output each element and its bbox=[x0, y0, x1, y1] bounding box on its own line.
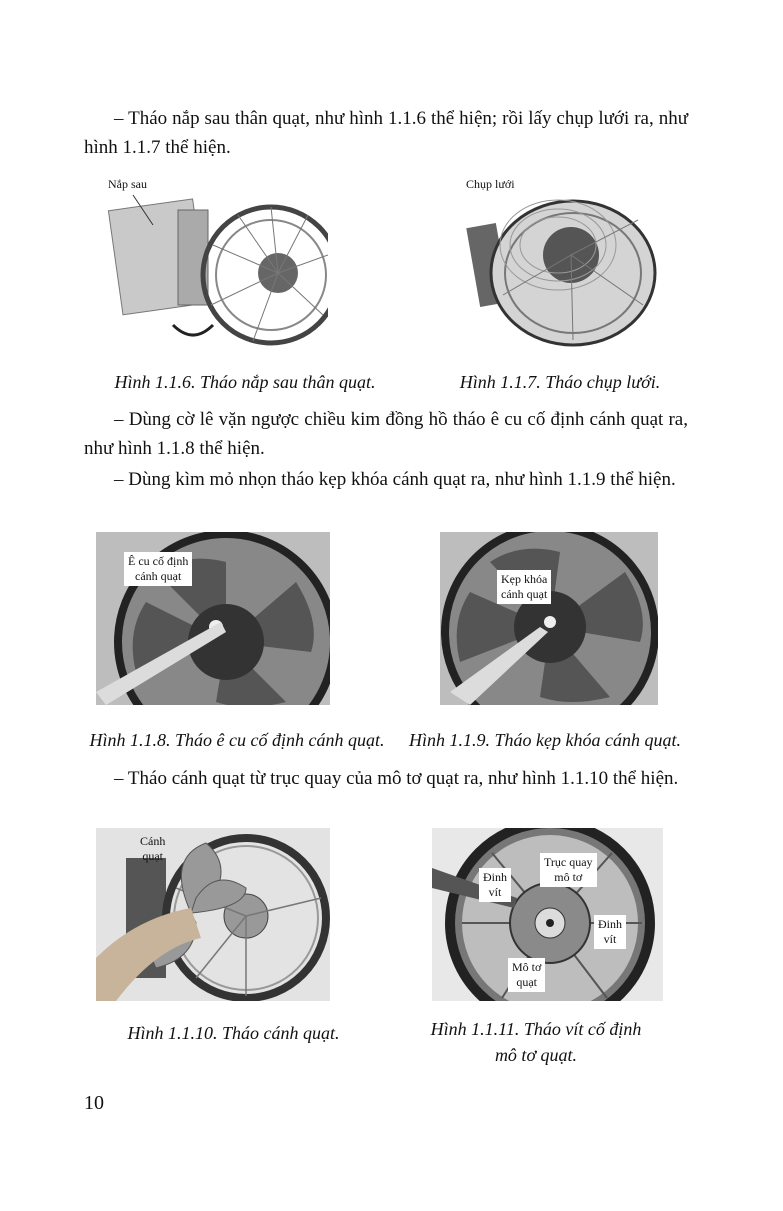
label-motor-shaft-line2: mô tơ bbox=[554, 870, 583, 884]
caption-figure-1-1-7: Hình 1.1.7. Tháo chụp lưới. bbox=[459, 372, 661, 392]
fan-clip-illustration bbox=[440, 532, 658, 705]
caption-figure-1-1-11-line2: mô tơ quạt. bbox=[494, 1045, 578, 1065]
page-number: 10 bbox=[84, 1092, 104, 1114]
figure-1-1-11-image bbox=[432, 828, 663, 1001]
caption-figure-1-1-9: Hình 1.1.9. Tháo kẹp khóa cánh quạt. bbox=[409, 730, 681, 750]
label-fan-blade-line1: Cánh bbox=[140, 834, 166, 848]
label-screw-right-line1: Đinh bbox=[598, 917, 622, 931]
label-screw-left bbox=[479, 868, 511, 902]
label-fan-motor bbox=[508, 958, 545, 992]
label-screw-right bbox=[594, 915, 626, 949]
fan-grille-illustration bbox=[463, 175, 663, 353]
label-motor-shaft bbox=[540, 853, 597, 887]
label-fan-clip-line1: Kẹp khóa bbox=[501, 572, 548, 586]
label-motor-shaft-line1: Trục quay bbox=[544, 855, 593, 869]
label-screw-left-line1: Đinh bbox=[483, 870, 507, 884]
label-back-cover: Nắp sau bbox=[108, 177, 147, 191]
figure-1-1-9-image bbox=[440, 532, 658, 705]
label-fan-clip bbox=[497, 570, 551, 604]
label-screw-right-line2: vít bbox=[603, 932, 617, 946]
label-fan-nut-line2: cánh quạt bbox=[135, 569, 182, 583]
figure-1-1-10-image bbox=[96, 828, 330, 1001]
figure-1-1-6-image bbox=[93, 175, 328, 348]
label-fan-nut bbox=[124, 552, 192, 586]
label-fan-motor-line1: Mô tơ bbox=[512, 960, 542, 974]
label-fan-blade-line2: quạt bbox=[142, 849, 163, 863]
label-grille: Chụp lưới bbox=[466, 177, 515, 191]
label-fan-motor-line2: quạt bbox=[516, 975, 538, 989]
caption-figure-1-1-11-line1: Hình 1.1.11. Tháo vít cố định bbox=[430, 1019, 642, 1039]
figure-1-1-8-image bbox=[96, 532, 330, 705]
label-fan-nut-line1: Ê cu cố định bbox=[128, 554, 189, 568]
caption-figure-1-1-6: Hình 1.1.6. Tháo nắp sau thân quạt. bbox=[114, 372, 376, 392]
fan-back-cover-illustration bbox=[93, 175, 328, 348]
caption-figure-1-1-10: Hình 1.1.10. Tháo cánh quạt. bbox=[127, 1023, 340, 1043]
paragraph-remove-blade: – Tháo cánh quạt từ trục quay của mô tơ quạt ra, như hình 1.1.10 thể hiện. bbox=[114, 768, 679, 789]
label-screw-left-line2: vít bbox=[488, 885, 502, 899]
caption-figure-1-1-8: Hình 1.1.8. Tháo ê cu cố định cánh quạt. bbox=[89, 730, 385, 750]
fan-blade-removal-illustration bbox=[96, 828, 330, 1001]
paragraph-remove-nut: – Dùng cờ lê vặn ngược chiều kim đồng hồ tháo ê cu cố định cánh quạt ra, như hình 1.1.8 thể hiện. bbox=[84, 409, 688, 459]
caption-figure-1-1-11 bbox=[405, 1016, 667, 1068]
label-fan-blade bbox=[140, 834, 165, 864]
paragraph-remove-back-cover: – Tháo nắp sau thân quạt, như hình 1.1.6 thể hiện; rồi lấy chụp lưới ra, như hình 1.1.7 thể hiện. bbox=[84, 108, 688, 158]
label-fan-clip-line2: cánh quạt bbox=[501, 587, 548, 601]
figure-1-1-7-image bbox=[463, 175, 663, 353]
paragraph-remove-clip: – Dùng kìm mỏ nhọn tháo kẹp khóa cánh quạt ra, như hình 1.1.9 thể hiện. bbox=[114, 469, 676, 490]
